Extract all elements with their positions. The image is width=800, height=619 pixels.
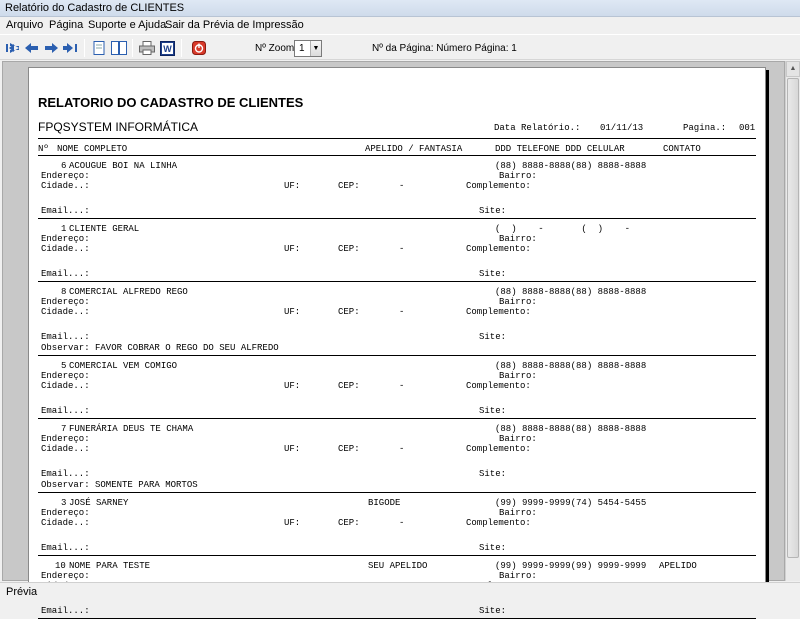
email-label: Email...: bbox=[41, 543, 90, 553]
bairro-label: Bairro: bbox=[499, 171, 537, 181]
record-phones: ( ) - ( ) - bbox=[495, 224, 631, 234]
uf-label: UF: bbox=[284, 518, 301, 528]
last-page-icon bbox=[63, 43, 77, 53]
report-date: 01/11/13 bbox=[600, 123, 644, 133]
cidade-label: Cidade..: bbox=[41, 444, 90, 454]
site-label: Site: bbox=[479, 332, 507, 342]
bairro-label: Bairro: bbox=[499, 371, 537, 381]
scroll-thumb[interactable] bbox=[787, 78, 799, 558]
record-phones: (88) 8888-8888(88) 8888-8888 bbox=[495, 361, 647, 371]
zoom-value: 1 bbox=[299, 43, 305, 54]
record-number: 6 bbox=[61, 161, 67, 171]
endereco-label: Endereço: bbox=[41, 371, 90, 381]
zoom-select[interactable] bbox=[294, 40, 322, 57]
page-number-info: Nº da Página: Número Página: 1 bbox=[372, 43, 517, 54]
two-pages-icon bbox=[111, 41, 127, 55]
cep-label: CEP: bbox=[338, 307, 360, 317]
word-export-icon bbox=[160, 41, 175, 56]
record-name: JOSÉ SARNEY bbox=[69, 498, 129, 508]
complemento-label: Complemento: bbox=[466, 518, 531, 528]
cep-separator: - bbox=[399, 181, 405, 191]
two-pages-button[interactable] bbox=[111, 40, 127, 56]
col-name-header: NOME COMPLETO bbox=[57, 144, 128, 154]
toolbar-separator bbox=[84, 39, 85, 57]
endereco-label: Endereço: bbox=[41, 434, 90, 444]
menu-sair-previa[interactable]: Sair da Prévia de Impressão bbox=[165, 19, 304, 31]
bairro-label: Bairro: bbox=[499, 434, 537, 444]
complemento-label: Complemento: bbox=[466, 307, 531, 317]
record-divider bbox=[38, 555, 756, 556]
complemento-label: Complemento: bbox=[466, 381, 531, 391]
record-name: NOME PARA TESTE bbox=[69, 561, 151, 571]
print-icon bbox=[139, 41, 155, 55]
report-page-number: 001 bbox=[739, 123, 756, 133]
uf-label: UF: bbox=[284, 181, 301, 191]
vertical-scrollbar[interactable] bbox=[785, 61, 800, 581]
site-label: Site: bbox=[479, 469, 507, 479]
site-label: Site: bbox=[479, 543, 507, 553]
uf-label: UF: bbox=[284, 381, 301, 391]
record-number: 1 bbox=[61, 224, 67, 234]
uf-label: UF: bbox=[284, 444, 301, 454]
email-label: Email...: bbox=[41, 269, 90, 279]
record-divider bbox=[38, 492, 756, 493]
first-page-button[interactable] bbox=[5, 40, 21, 56]
record-name: COMERCIAL ALFREDO REGO bbox=[69, 287, 188, 297]
cidade-label: Cidade..: bbox=[41, 307, 90, 317]
cidade-label: Cidade..: bbox=[41, 244, 90, 254]
col-phones-header: DDD TELEFONE DDD CELULAR bbox=[495, 144, 625, 154]
complemento-label: Complemento: bbox=[466, 244, 531, 254]
cep-separator: - bbox=[399, 244, 405, 254]
record-name: ACOUGUE BOI NA LINHA bbox=[69, 161, 178, 171]
observar-label: Observar: bbox=[41, 480, 90, 490]
header-rule bbox=[38, 155, 756, 156]
endereco-label: Endereço: bbox=[41, 234, 90, 244]
bairro-label: Bairro: bbox=[499, 508, 537, 518]
report-page bbox=[28, 67, 766, 616]
site-label: Site: bbox=[479, 269, 507, 279]
record-number: 5 bbox=[61, 361, 67, 371]
record-contact: APELIDO bbox=[659, 561, 697, 571]
record-divider bbox=[38, 355, 756, 356]
col-alias-header: APELIDO / FANTASIA bbox=[365, 144, 463, 154]
cep-separator: - bbox=[399, 307, 405, 317]
menu-suporte[interactable]: Suporte e Ajuda bbox=[88, 19, 167, 31]
email-label: Email...: bbox=[41, 332, 90, 342]
cidade-label: Cidade..: bbox=[41, 381, 90, 391]
record-phones: (99) 9999-9999(74) 5454-5455 bbox=[495, 498, 647, 508]
prev-page-button[interactable] bbox=[24, 40, 40, 56]
cep-label: CEP: bbox=[338, 518, 360, 528]
endereco-label: Endereço: bbox=[41, 171, 90, 181]
cep-label: CEP: bbox=[338, 381, 360, 391]
record-name: CLIENTE GERAL bbox=[69, 224, 140, 234]
cep-separator: - bbox=[399, 444, 405, 454]
site-label: Site: bbox=[479, 206, 507, 216]
record-divider bbox=[38, 218, 756, 219]
toolbar-separator bbox=[132, 39, 133, 57]
record-observation: FAVOR COBRAR O REGO DO SEU ALFREDO bbox=[95, 343, 279, 353]
record-observation: SOMENTE PARA MORTOS bbox=[95, 480, 198, 490]
svg-text:W: W bbox=[162, 43, 172, 54]
record-phones: (88) 8888-8888(88) 8888-8888 bbox=[495, 161, 647, 171]
status-bar bbox=[0, 582, 800, 600]
record-name: FUNERÁRIA DEUS TE CHAMA bbox=[69, 424, 194, 434]
site-label: Site: bbox=[479, 606, 507, 616]
menu-pagina[interactable]: Página bbox=[49, 19, 84, 31]
email-label: Email...: bbox=[41, 206, 90, 216]
site-label: Site: bbox=[479, 406, 507, 416]
header-rule bbox=[38, 138, 756, 139]
close-preview-icon bbox=[192, 41, 206, 55]
window-titlebar bbox=[0, 0, 800, 17]
next-page-icon bbox=[44, 43, 58, 53]
col-num-header: Nº bbox=[38, 144, 49, 154]
record-number: 10 bbox=[55, 561, 66, 571]
record-number: 8 bbox=[61, 287, 67, 297]
chevron-down-icon: ▼ bbox=[310, 41, 321, 56]
uf-label: UF: bbox=[284, 307, 301, 317]
record-phones: (88) 8888-8888(88) 8888-8888 bbox=[495, 287, 647, 297]
status-text: Prévia bbox=[6, 586, 38, 598]
cep-separator: - bbox=[399, 381, 405, 391]
record-alias: BIGODE bbox=[368, 498, 401, 508]
menu-bar bbox=[0, 17, 800, 34]
company-name: FPQSYSTEM INFORMÁTICA bbox=[38, 120, 199, 134]
record-divider bbox=[38, 281, 756, 282]
record-number: 3 bbox=[61, 498, 67, 508]
record-name: COMERCIAL VEM COMIGO bbox=[69, 361, 178, 371]
record-alias: SEU APELIDO bbox=[368, 561, 428, 571]
first-page-icon bbox=[6, 43, 20, 53]
prev-page-icon bbox=[25, 43, 39, 53]
complemento-label: Complemento: bbox=[466, 181, 531, 191]
cep-separator: - bbox=[399, 518, 405, 528]
bairro-label: Bairro: bbox=[499, 297, 537, 307]
complemento-label: Complemento: bbox=[466, 444, 531, 454]
email-label: Email...: bbox=[41, 406, 90, 416]
uf-label: UF: bbox=[284, 244, 301, 254]
endereco-label: Endereço: bbox=[41, 297, 90, 307]
email-label: Email...: bbox=[41, 469, 90, 479]
record-divider bbox=[38, 418, 756, 419]
single-page-icon bbox=[93, 41, 105, 55]
record-phones: (99) 9999-9999(99) 9999-9999 bbox=[495, 561, 647, 571]
next-page-button[interactable] bbox=[43, 40, 59, 56]
zoom-label: Nº Zoom bbox=[255, 43, 295, 54]
observar-label: Observar: bbox=[41, 343, 90, 353]
report-title: RELATORIO DO CADASTRO DE CLIENTES bbox=[38, 95, 304, 110]
report-date-label: Data Relatório.: bbox=[494, 123, 581, 133]
cep-label: CEP: bbox=[338, 444, 360, 454]
toolbar-separator bbox=[181, 39, 182, 57]
endereco-label: Endereço: bbox=[41, 508, 90, 518]
cep-label: CEP: bbox=[338, 244, 360, 254]
cidade-label: Cidade..: bbox=[41, 518, 90, 528]
bairro-label: Bairro: bbox=[499, 234, 537, 244]
window-title: Relatório do Cadastro de CLIENTES bbox=[5, 2, 185, 14]
email-label: Email...: bbox=[41, 606, 90, 616]
toolbar bbox=[0, 34, 800, 60]
report-page-label: Pagina.: bbox=[683, 123, 727, 133]
last-page-button[interactable] bbox=[62, 40, 78, 56]
menu-arquivo[interactable]: Arquivo bbox=[6, 19, 44, 31]
cep-label: CEP: bbox=[338, 181, 360, 191]
print-button[interactable] bbox=[139, 40, 155, 56]
record-phones: (88) 8888-8888(88) 8888-8888 bbox=[495, 424, 647, 434]
scroll-up-icon[interactable]: ▲ bbox=[786, 61, 800, 77]
col-contact-header: CONTATO bbox=[663, 144, 701, 154]
record-number: 7 bbox=[61, 424, 67, 434]
close-preview-button[interactable] bbox=[191, 40, 207, 56]
endereco-label: Endereço: bbox=[41, 571, 90, 581]
bairro-label: Bairro: bbox=[499, 571, 537, 581]
word-export-button[interactable] bbox=[159, 40, 175, 56]
cidade-label: Cidade..: bbox=[41, 181, 90, 191]
single-page-button[interactable] bbox=[91, 40, 107, 56]
